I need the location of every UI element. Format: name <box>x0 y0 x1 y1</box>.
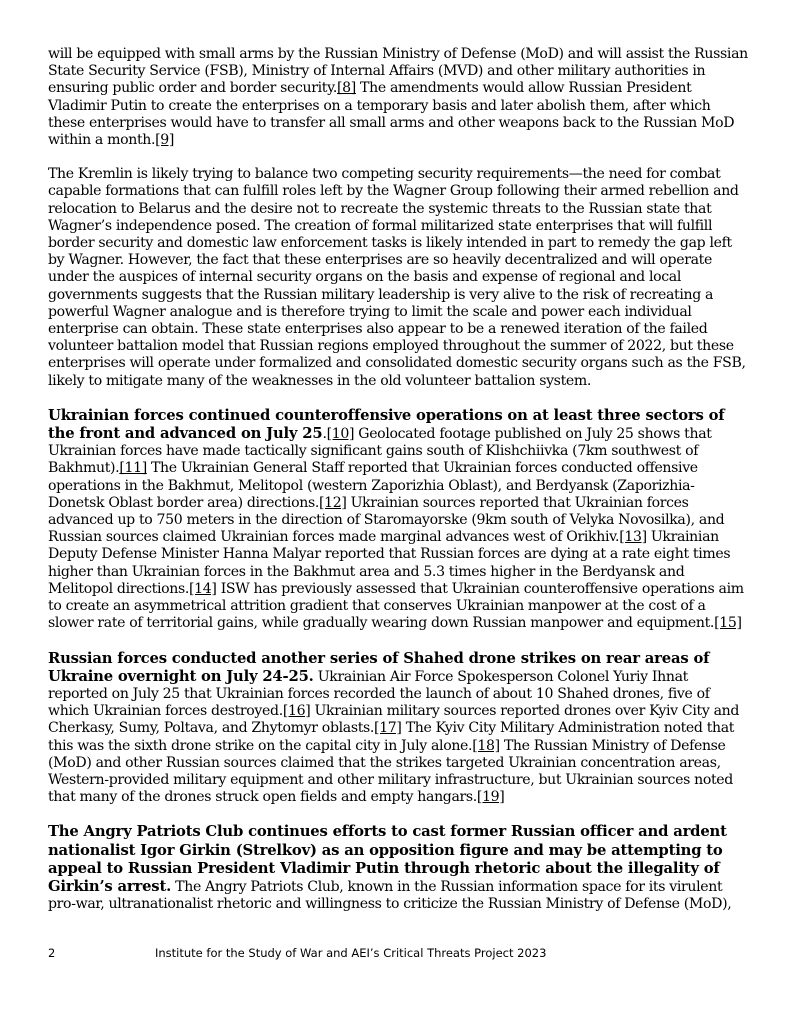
paragraph-lead: Ukrainian forces continued counteroffensive operations on at least three sectors of the front and advanced on July 25 <box>48 406 725 443</box>
paragraph-text: will be equipped with small arms by the Russian Ministry of Defense (MoD) and will assist the Russian State Security Service (FSB), Ministry of Internal Affairs (MVD) and other military authorities in ensuring public order and border security. <box>48 46 748 97</box>
footnote-link[interactable]: [8] <box>337 80 356 97</box>
paragraph-text: Ukrainian Air Force Spokesperson Colonel Yuriy Ihnat reported on July 25 that Ukrainian forces recorded the launch of about 10 Shahed drones, five of which Ukrainian forces destroyed. <box>48 668 710 720</box>
paragraph <box>48 823 748 913</box>
paragraph-lead: Russian forces conducted another series of Shahed drone strikes on rear areas of Ukraine overnight on July 24-25. <box>48 649 710 685</box>
paragraph-text: Ukrainian sources reported that Ukrainian forces advanced up to 750 meters in the direction of Staromayorske (9km south of Velyka Novosilka), and Russian sources claimed Ukrainian forces made marginal advances west of Orikhiv. <box>48 494 725 546</box>
document-body <box>48 46 748 930</box>
footnote-link[interactable]: [19] <box>476 789 505 806</box>
footer-source: Institute for the Study of War and AEI’s Critical Threats Project 2023 <box>155 946 547 960</box>
paragraph <box>48 166 748 390</box>
paragraph-text: Geolocated footage published on July 25 shows that Ukrainian forces have made tactically significant gains south of Klishchiivka (7km southwest of Bakhmut). <box>48 426 712 477</box>
footnote-link[interactable]: [9] <box>155 132 175 149</box>
footnote-link[interactable]: [11] <box>119 460 147 477</box>
paragraph-text: The Ukrainian General Staff reported that Ukrainian forces conducted offensive operations in the Bakhmut, Melitopol (western Zaporizhia Oblast), and Berdyansk (Zaporizhia-Donetsk Oblast border area) directions. <box>48 460 698 511</box>
footnote-link[interactable]: [18] <box>472 737 500 754</box>
paragraph <box>48 650 748 807</box>
paragraph-text: The Kyiv City Military Administration noted that this was the sixth drone strike on the capital city in July alone. <box>48 720 735 754</box>
footnote-link[interactable]: [16] <box>282 703 311 720</box>
paragraph <box>48 407 748 633</box>
footnote-link[interactable]: [17] <box>374 720 402 737</box>
paragraph-text: Ukrainian military sources reported drones over Kyiv City and Cherkasy, Sumy, Poltava, and Zhytomyr oblasts. <box>48 703 740 737</box>
page-number: 2 <box>48 946 56 960</box>
paragraph-text: The Russian Ministry of Defense (MoD) and other Russian sources claimed that the strikes targeted Ukrainian concentration areas, Western-provided military equipment and other military infrastructure, but Ukrainian sources noted that many of the drones struck open fields and empty hangars. <box>48 737 733 806</box>
paragraph-text: ISW has previously assessed that Ukrainian counteroffensive operations aim to create an asymmetrical attrition gradient that conserves Ukrainian manpower at the cost of a slower rate of territorial gains, while gradually wearing down Russian manpower and equipment. <box>48 580 744 632</box>
paragraph-text: The Angry Patriots Club, known in the Russian information space for its virulent pro-war, ultranationalist rhetoric and willingness to criticize the Russian Ministry of Defense (MoD), <box>48 878 732 913</box>
paragraph-text: . <box>322 426 327 443</box>
paragraph-text: The Kremlin is likely trying to balance two competing security requirements—the need for combat capable formations that can fulfill roles left by the Wagner Group following their armed rebellion and relocation to Belarus and the desire not to recreate the systemic threats to the Russian state that Wagner’s independence posed. The creation of formal militarized state enterprises that will fulfill border security and domestic law enforcement tasks is likely intended in part to remedy the gap left by Wagner. However, the fact that these enterprises are so heavily decentralized and will operate under the auspices of internal security organs on the basis and expense of regional and local governments suggests that the Russian military leadership is very alive to the risk of recreating a powerful Wagner analogue and is therefore trying to limit the scale and power each individual enterprise can obtain. These state enterprises also appear to be a renewed iteration of the failed volunteer battalion model that Russian regions employed throughout the summer of 2022, but these enterprises will operate under formalized and consolidated domestic security organs such as the FSB, likely to mitigate many of the weaknesses in the old volunteer battalion system. <box>48 166 746 389</box>
paragraph-text: Ukrainian Deputy Defense Minister Hanna Malyar reported that Russian forces are dying at a rate eight times higher than Ukrainian forces in the Bakhmut area and 5.3 times higher in the Berdyansk and Melitopol directions. <box>48 529 731 597</box>
footnote-link[interactable]: [13] <box>619 529 647 546</box>
paragraph-text: The amendments would allow Russian President Vladimir Putin to create the enterprises on a temporary basis and later abolish them, after which these enterprises would have to transfer all small arms and other weapons back to the Russian MoD within a month. <box>48 80 735 149</box>
paragraph-lead: The Angry Patriots Club continues efforts to cast former Russian officer and ardent nationalist Igor Girkin (Strelkov) as an opposition figure and may be attempting to appeal to Russian President Vladimir Putin through rhetoric about the illegality of Girkin’s arrest. <box>48 823 727 895</box>
paragraph <box>48 46 748 149</box>
footnote-link[interactable]: [15] <box>714 615 742 632</box>
footnote-link[interactable]: [14] <box>189 580 217 597</box>
footnote-link[interactable]: [10] <box>326 426 355 443</box>
footnote-link[interactable]: [12] <box>318 494 347 511</box>
